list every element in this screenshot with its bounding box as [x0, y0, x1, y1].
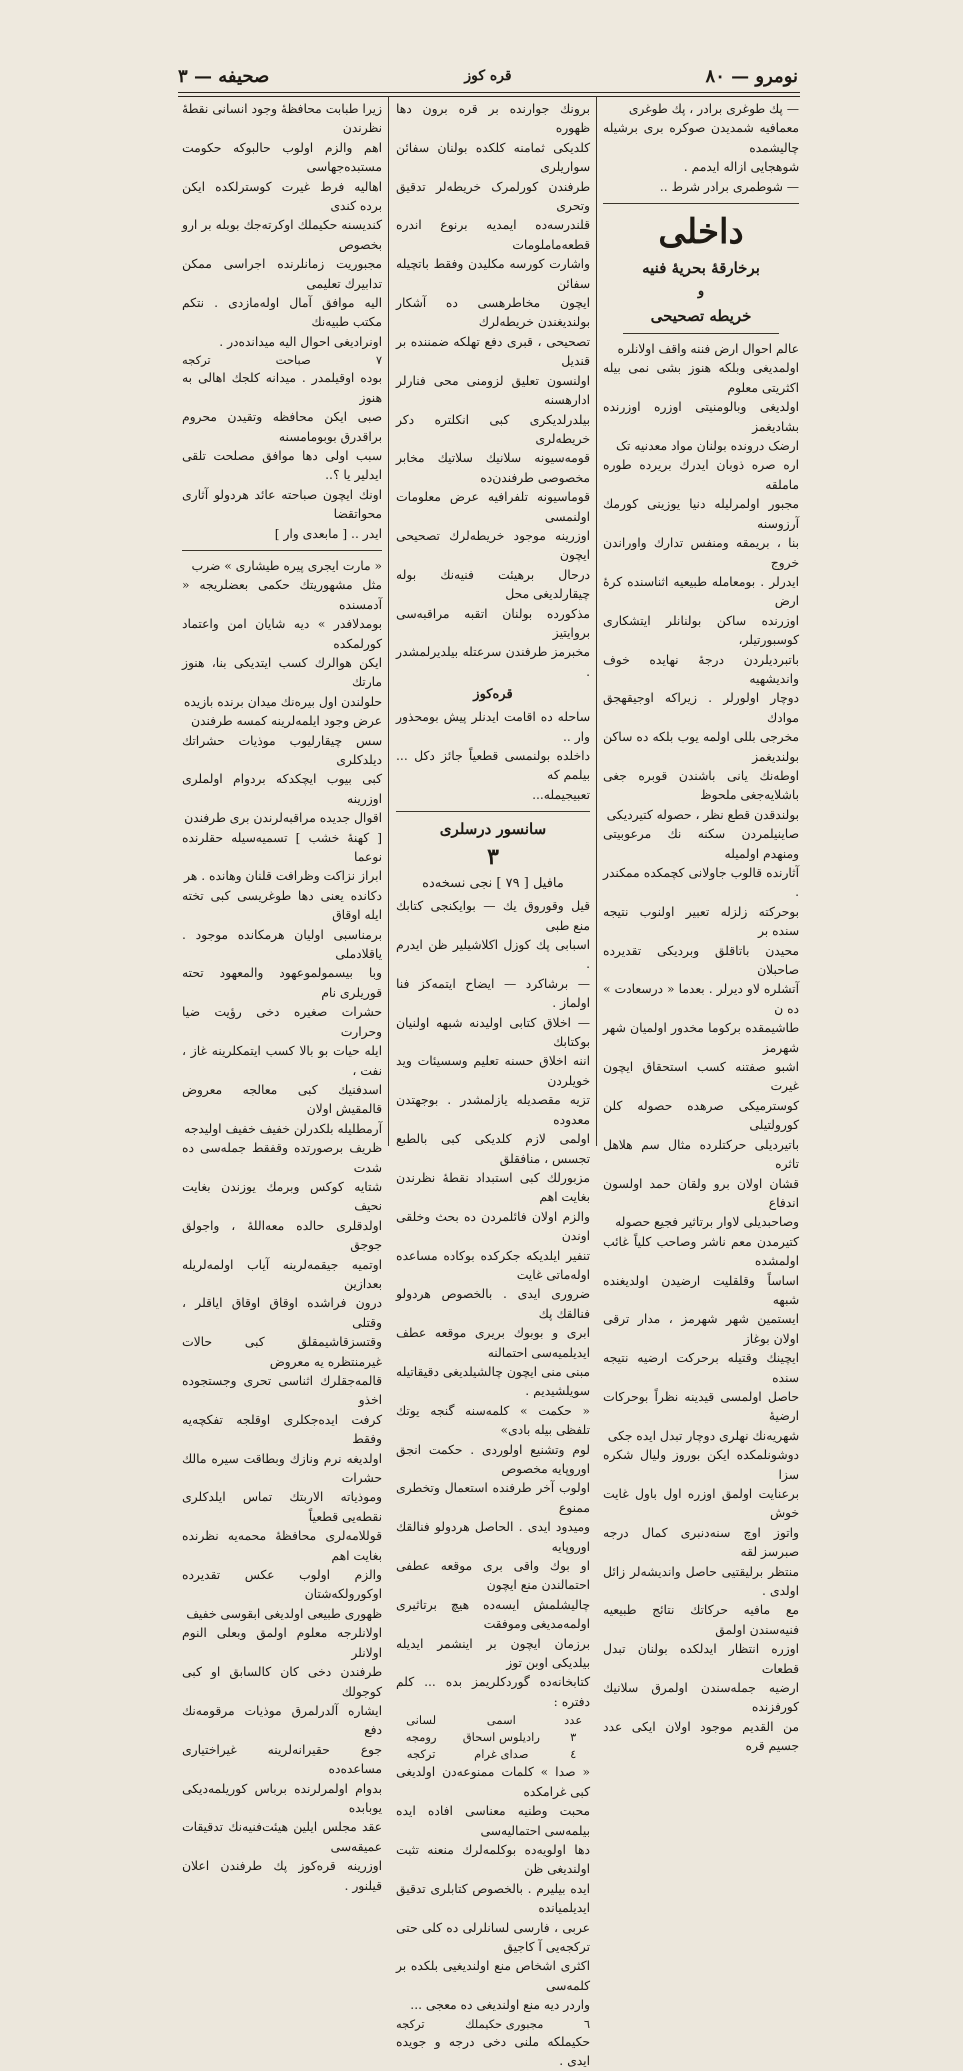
censorship-continued: [182, 100, 382, 352]
paragraph-line: داخلده بولنمسی قطعیاً جائز دکل ... بیلمم که: [396, 749, 590, 783]
paragraph-line: شهریه‌نك نهلری دوچار تبدل ایده جکی: [607, 1428, 799, 1443]
paragraph-line: اولدقلری حالده معه‌اللهٔ ، واجولق جوجق: [182, 1218, 382, 1253]
paragraph-line: مع مافیه حرکاتك نتائج طبیعیه فنیه‌سندن اولمق: [603, 1603, 799, 1637]
paragraph-line: ابری و بوبوك بریری موقعه عطف ایدیلمیه‌سی احتمالنه: [396, 1326, 590, 1360]
paragraph-line: بوده اوقیلمدر . میدانه کلجك اهالی به هنوز: [182, 371, 382, 405]
paragraph-line: مذکورده بولنان اتقبه مراقبه‌سی بروایتیز: [396, 606, 590, 640]
section-heading-domestic: داخلی: [658, 212, 744, 253]
paragraph-line: اوطه‌نك یانی باشندن قوبره جغی باشلایه‌جغی ملحوظ: [603, 768, 799, 803]
paragraph-line: طرفندن دخی کان کالسابق او کبی کوجولك: [182, 1665, 382, 1699]
paragraph-line: قوماسیونه تلفرافیه عرض معلومات اولنمسی: [396, 490, 590, 524]
paragraph-line: والزم اولوب عکس تقدیرده اوکورولکه‌شتان: [182, 1568, 382, 1602]
paragraph-line: محبت وطنیه معناسی افاده ایده بیلمه‌سی احتمالیه‌سی: [396, 1804, 590, 1838]
paragraph-line: — برشاکرد — ایضاح ایتمه‌کز فنا اولماز .: [396, 976, 590, 1011]
book-entry-number: ٦: [583, 2016, 590, 2031]
paragraph-line: طرفندن کورلمرک خریطه‌لر تدقیق وتحری: [396, 179, 590, 214]
paragraph-line: اونرادیغی احوال الیه میدانده‌در .: [219, 334, 382, 349]
paragraph-line: دکانده یعنی دها طوغریسی کبی تخته ایله اوقاق: [182, 888, 382, 923]
paragraph-line: بولندقدن قطع نظر ، حصوله کتیردیکی: [606, 807, 799, 822]
paragraph-line: وبا بیسمولموعهود والمعهود تحته قوریلری نام: [182, 966, 382, 1000]
paragraph-line: بدوام اولمرلرنده برباس کوریلمه‌دیکی یوبابده: [182, 1781, 382, 1815]
page-number: صحیفه — ٣: [178, 66, 270, 87]
paragraph-line: دوچار اولورلر . زیراکه اوجیقهجق موادك: [603, 691, 799, 725]
paragraph-line: زیرا طبابت محافظهٔ وجود انسانی نقطهٔ نظرندن: [182, 102, 382, 136]
divider: [182, 550, 382, 551]
paragraph-line: قشان اولان برو ولقان حمد اولسون اندفاع: [603, 1176, 799, 1210]
column-right-intro: [603, 100, 799, 197]
paragraph-line: کوسترمیکی صرهده حصوله کلن کورولتیلی: [603, 1098, 799, 1133]
paragraph-line: حلولندن اول بیره‌نك میدان برنده بازیده: [183, 694, 382, 709]
paragraph-line: کبی بیوب ایچکدکه بردوام اولملری اوزرینه: [182, 772, 382, 806]
paragraph-line: — پك طوغری برادر ، پك طوغری: [628, 102, 799, 116]
paragraph-line: تزیه مقصدیله یازلمشدر . بوجهتدن معدوده: [396, 1093, 590, 1127]
paragraph-line: اساساً وقلقلیت ارضیدن اولدیغنده شبهه: [603, 1273, 799, 1307]
paragraph-line: برعنایت اولمق اوزره اول باول غایت خوش: [603, 1487, 799, 1521]
divider: [603, 203, 799, 204]
paragraph-line: لوم وتشنیع اولوردی . حکمت انجق اوروپایه مخصوص: [396, 1442, 590, 1476]
table-header-cell: عدد: [564, 1713, 583, 1728]
paragraph-line: دوشونلمکده ایکن بوروز ولیال شکره سزا: [603, 1448, 799, 1482]
censorship-body: [396, 897, 590, 1712]
paragraph-line: طاشیمقده برکوما مخدور اولمیان شهر شهرمز: [603, 1021, 799, 1055]
paragraph-line: الیه موافق آمال اوله‌مازدی . نتکم مکتب طبیه‌نك: [182, 296, 382, 330]
paragraph-line: — اخلاق کتابی اولیدنه شبهه اولنیان بوکتابك: [396, 1015, 590, 1050]
table-cell: ٤: [570, 1747, 577, 1762]
paragraph-line: اشبو صفتنه کسب استحقاق ایچون غیرت: [603, 1060, 799, 1094]
paragraph-line: اوزرینه قره‌کوز پك طرفندن اعلان قیلنور .: [182, 1859, 382, 1893]
paragraph-line: کتابخانه‌ده گوردکلریمز بده ... کلم دفتره :: [396, 1675, 590, 1709]
paragraph-line: اولدیغی وبالومنیتی اوزره اوزرنده بشادیغمز: [603, 400, 799, 434]
paragraph-line: صبی ایکن محافظه وتقیدن محروم براقدرق بوبومامسنه: [182, 410, 382, 444]
column-left: [182, 100, 382, 1893]
article-title: برخارقهٔ بحریهٔ فنیه: [642, 259, 760, 278]
paragraph-line: اولنسون تعلیق لزومنی محی فنارلر ادارهسنه: [396, 373, 590, 408]
censorship-body-tail: [396, 1763, 590, 2015]
paragraph-line: برزمان ایچون بر اینشمر ایدیله بیلدیکی اوبن توز: [396, 1636, 590, 1671]
divider: [396, 811, 590, 812]
paragraph-line: برونك جوارنده بر قره برون دها ظهوره: [396, 102, 590, 136]
paragraph-line: درون فراشده اوقاق اوقاق ایاقلر ، وقتلی: [182, 1296, 382, 1330]
paragraph-line: واتوز اوچ سنه‌دنبری کمال درجه صبرسز لقه: [603, 1525, 799, 1560]
paragraph-line: قومه‌سیونه سلانیك سلاتیك مخابر مخصوصی طرفندن‌ده: [396, 451, 590, 485]
paragraph-line: بومدلافدر » دیه شایان امن واعتماد کورلمکده: [182, 617, 382, 651]
book-entry-number: ٧: [375, 353, 382, 368]
paragraph-line: اوزرنده ساکن بولنانلر ایتشکاری کوسبورتیلر،: [603, 613, 799, 648]
table-row: [396, 1746, 590, 1763]
paragraph-line: معمافیه شمدیدن صوکره بری برشیله چالیشمده: [603, 121, 799, 155]
paragraph-line: دها اولویه‌ده بوکلمه‌لرك منعنه تثبت اولندیغی ظن: [396, 1842, 590, 1877]
book-entry: [396, 2016, 590, 2033]
paragraph-line: اره صره ذوبان ایدرك بریرده طوره ماملقه: [603, 458, 799, 492]
masthead: [178, 60, 798, 92]
paragraph-line: ایله حیات بو بالا کسب ایتمکلرینه غاز ، نفت ،: [182, 1044, 382, 1078]
paragraph-line: آتشلره لاو دیرلر . بعدما « درسعادت » ده ن: [603, 982, 799, 1016]
table-cell: صدای غرام: [474, 1747, 529, 1762]
book-entry: [182, 352, 382, 369]
divider: [623, 333, 779, 334]
paragraph-line: اهم والزم اولوب حالبوکه حکومت مستبده‌جهاسی: [182, 140, 382, 175]
paragraph-line: اسبابی پك کوزل اکلاشیلیر ظن ایدرم .: [396, 938, 590, 972]
censorship-conclusion: [182, 369, 382, 544]
paragraph-line: اولوب آخر طرفنده استعمال وتخطری ممنوع: [396, 1481, 590, 1515]
paragraph-line: اقوال جدیده مراقبه‌لرندن بری طرفندن: [184, 811, 382, 826]
paragraph-line: صاینیلمردن سکنه نك مرعوبیتی ومنهدم اولمیله: [603, 827, 799, 861]
paragraph-line: تصحیحی ، قبری دفع تهلکه ضمننده بر قندیل: [396, 334, 590, 369]
paragraph-line: اننه اخلاق حسنه تعلیم وسسیئات وید خویلردن: [396, 1054, 590, 1088]
paragraph-line: ایدر .. [ مابعدی وار ]: [274, 526, 382, 541]
paragraph-line: ابراز نزاکت وظرافت قلنان وهانده . هر: [184, 869, 382, 884]
paragraph-line: مبنی منی ایچون چالشیلدیغی دقیقاتیله سویلشیدیم .: [396, 1364, 590, 1399]
paragraph-line: او بوك واقی بری موقعه عطفی احتمالندن منع ایچون: [396, 1559, 590, 1593]
table-body: [396, 1729, 590, 1763]
paragraph-line: شوهجایی ازاله ایدمم .: [683, 160, 799, 175]
paragraph-line: ومیدود ایدی . الحاصل هردولو فنالقك اوروپایه: [396, 1520, 590, 1554]
paragraph-line: مجبوریت زمانلرنده اجراسی ممکن تدابیرك تعلیمی: [182, 257, 382, 291]
paragraph-line: ایکن هوالرك کسب ایتدیکی بنا، هنوز مارتك: [182, 655, 382, 690]
paragraph-line: ظهوری طبیعی اولدیغی ابقوسی خفیف: [186, 1606, 382, 1621]
paragraph-line: محیدن باتاقلق وبردیکی تقدیرده صاحبلان: [603, 943, 799, 978]
paragraph-line: حاصل اولمسی قیدینه نظراً بوحرکات ارضیهٔ: [603, 1389, 799, 1424]
paragraph-line: اهالیه فرط غیرت کوسترلکده ایکن برده کندی: [182, 179, 382, 214]
paragraph-line: بوحرکته زلزله تعبیر اولنوب نتیجه سنده بر: [603, 904, 799, 939]
paragraph-line: وصاحبدیلی لاوار برتاثیر فجیع حصوله: [615, 1215, 799, 1230]
masthead-rule-inner: [178, 96, 800, 97]
paragraph-line: وقتسزقاشیمقلق کبی حالات غیرمنتظره یه معروض: [182, 1335, 382, 1369]
paragraph-line: ایدرلر . بومعامله طبیعیه اثناسنده کرهٔ ارض: [603, 574, 799, 609]
paragraph-line: مزبورلك کبی استبداد نقطهٔ نظرندن بغایت اهم: [396, 1170, 590, 1205]
column-divider-right: [596, 96, 597, 1146]
table-header-cell: لسانی: [406, 1713, 437, 1728]
signature: قره‌کوز: [473, 687, 513, 703]
satirical-article: [182, 557, 382, 1896]
paragraph-line: اوتمیه جیقمه‌لرینه آیاب اولمه‌لریله بعدازین: [182, 1257, 382, 1291]
paragraph-line: کتیرمدن معم ناشر وصاحب کلیاً غائب اولمشده: [603, 1234, 799, 1269]
column-middle: [396, 100, 590, 2068]
paragraph-line: « صدا » کلمات ممنوعه‌دن اولدیغی کبی غرامکده: [396, 1765, 590, 1799]
column-right: [603, 100, 799, 1754]
table-header: [396, 1712, 590, 1729]
paragraph-line: — شوطمری برادر شرط ..: [659, 179, 799, 194]
paragraph-line: قوللامه‌لری محافظهٔ محمه‌یه نظرنده بغایت اهم: [182, 1529, 382, 1563]
paragraph-line: اسدفنیك کبی معالجه معروض قالمقیش اولان: [182, 1082, 382, 1117]
paragraph-line: کرفت ایده‌جکلری اوقلجه تفکچه‌یه وفقط: [182, 1412, 382, 1447]
paragraph-line: اولانلرجه معلوم اولمق وبعلی النوم اولانلر: [182, 1626, 382, 1660]
paragraph-line: اکثری اشخاص منع اولندیغیی بلکده بر کلمه‌سی: [396, 1959, 590, 1993]
paragraph-line: [ کهنهٔ خشب ] تسمیه‌سیله حقلرنده نوعما: [182, 830, 382, 865]
continued-from: مافیل [ ٧٩ ] نجی نسخه‌ده: [422, 876, 564, 892]
lesson-number: ٣: [487, 844, 499, 871]
masthead-rule: [178, 92, 800, 93]
paragraph-line: مخرجی بللی اولمه یوب بلکه ده ساکن بولندیغمز: [603, 730, 799, 764]
article-subtitle: خریطه تصحیحی: [650, 307, 752, 326]
editor-note: [396, 708, 590, 805]
paragraph-line: بیلدرلدیکری کبی انکلتره دکر خریطه‌لری: [396, 412, 590, 446]
paragraph-line: درحال برهیئت فنیه‌نك بوله چیقارلدیغی محل: [396, 567, 590, 602]
paragraph-line: ارضک درونده بولنان مواد معدنیه تک: [616, 439, 799, 454]
paragraph-line: قلندرسه‌ده ایمدیه برنوع اندره قطعه‌ماملومات: [396, 218, 590, 252]
paragraph-line: واشارت کورسه مکلیدن وفقط باتچیله سفائن: [396, 257, 590, 291]
article-body: [603, 340, 799, 1757]
paragraph-line: برمناسبی اولیان هرمکانده موجود . یاقلادملی: [182, 927, 382, 962]
paragraph-line: اولمی لازم کلدیکی کبی بالطبع تجسس ، منافقلق: [396, 1132, 590, 1166]
paragraph-line: تنفیر ایلدیکه جکرکده بوکاده مساعده اوله‌ماتی غایت: [396, 1248, 590, 1282]
paragraph-line: ارضیه جمله‌سندن اولمرق سلانیك کورفزنده: [603, 1681, 799, 1715]
book-entry-language: ترکجه: [182, 353, 211, 368]
paragraph-line: قیل وقوروق یك — بوایکنجی کتابك منع طبی: [396, 899, 590, 933]
paragraph-line: قالمه‌جقلرك اثناسی تحری وجستجوده اخذو: [182, 1374, 382, 1408]
paragraph-line: ایچینك وقتیله برحرکت ارضیه نتیجه سنده: [603, 1351, 799, 1385]
paragraph-line: اولمدیغی وبلکه هنوز بشی نمی بیله اکثریتی معلوم: [603, 361, 799, 395]
column-divider-left: [388, 96, 389, 1146]
paragraph-line: حشرات صغیره دخی رؤیت ضیا وحرارت: [182, 1005, 382, 1039]
paragraph-line: واردر دیه منع اولندیغی ده معجی ...: [410, 1998, 590, 2013]
paragraph-line: ایده بیلیرم . بالخصوص کتابلری تدقیق ایدیلمیانده: [396, 1881, 590, 1916]
paragraph-line: منتظر برلیقتیی حاصل واندیشه‌لر زائل اولدی .: [603, 1564, 799, 1599]
paragraph-line: باتبردیلردن درجهٔ نهایده خوف واندیشهیه: [603, 652, 799, 686]
table-header-cell: اسمی: [486, 1713, 516, 1728]
paragraph-line: شتایه کوکس وبرمك یوزندن بغایت نحیف: [182, 1179, 382, 1214]
paragraph-line: سبب اولی دها موافق مصلحت تلقی ایدلیر یا ؟..: [182, 448, 382, 483]
paragraph-line: ایستمین شهر شهرمز ، مدار ترقی اولان بوغاز: [603, 1312, 799, 1346]
paragraph-line: عربی ، فارسی لسانلرلی ده کلی حتی ترکجه‌یی آ کاجیق: [396, 1920, 590, 1954]
paragraph-line: اونك ایچون صباحته عائد هردولو آثاری محواتقضا: [182, 487, 382, 522]
paragraph-line: « مارت ایجری پیره طیشاری » ضرب: [191, 558, 382, 573]
table-row: [396, 1729, 590, 1746]
paragraph-line: وموذیاته الاربتك تماس ایلدکلری نقطه‌یی قطعیاً: [182, 1490, 382, 1524]
paragraph-line: ایچون مخاطرهسی ده آشکار بولندیغندن خریطه‌لرك: [396, 296, 590, 330]
book-entry-language: ترکجه: [396, 2016, 425, 2031]
table-cell: ٣: [570, 1730, 577, 1745]
paragraph-line: من القدیم موجود اولان ایکی عدد جسیم قره: [603, 1719, 799, 1754]
paragraph-line: عالم احوال ارض فننه واقف اولانلره: [617, 342, 799, 357]
article-body-continued: [396, 100, 590, 682]
book-table: [396, 1712, 590, 1763]
paragraph-line: اولدیغه نرم ونازك وبطاقت سیره مالك حشرات: [182, 1451, 382, 1486]
paragraph-line: والزم اولان فائلمردن ده بحث وخلقی اوندن: [396, 1209, 590, 1244]
paragraph-line: مجبور اولمرلیله دنیا یوزینی کورمك آرزوسنه: [603, 497, 799, 531]
newspaper-title: قره کوز: [464, 68, 512, 84]
paragraph-line: آرمطلیله بلکدرلن خفیف خفیف اولیدجه: [184, 1121, 382, 1136]
paragraph-line: ساحله ده اقامت ایدنلر پیش بومحذور وار ..: [396, 710, 590, 744]
paragraph-line: کندیسنه حکیملك اوکرته‌جك بوبله بر ارو بخصوص: [182, 218, 382, 252]
paragraph-line: عقد مجلس ایلین هیئت‌فنیه‌نك تدقیقات عمیقه‌سی: [182, 1820, 382, 1854]
paragraph-line: آثارنده قالوب جاولانی کچمکده ممکندر .: [603, 866, 799, 900]
paragraph-line: حکیملکه ملنی دخی درجه و جویده ایدی .: [396, 2034, 590, 2068]
paragraph-line: مثل مشهوریتك حکمی بعضلریجه « آدمسنده: [182, 578, 382, 612]
paragraph-line: اوزرینه موجود خریطه‌لرك تصحیحی ایچون: [396, 528, 590, 563]
table-cell: ترکجه: [406, 1747, 436, 1762]
paragraph-line: ضروری ایدی . بالخصوص هردولو فنالقك پك: [396, 1287, 590, 1321]
paragraph-line: ایشاره آلدرلمرق موذیات مرقومه‌نك دفع: [182, 1703, 382, 1738]
paragraph-line: باتیردیلی حرکتلرده مثال سم هلاهل تاثره: [603, 1137, 799, 1172]
issue-number: نومرو — ٨٠: [705, 66, 798, 87]
paragraph-line: جوع حقیرانه‌لرینه غیراختیاری مساعده‌ده: [182, 1742, 382, 1777]
paragraph-line: ظریف برصورتده وقفقط جمله‌سی ده شدت: [182, 1141, 382, 1175]
paragraph-line: « حکمت » کلمه‌سنه گنجه یوتك تلفظی بیله بادی»: [396, 1403, 590, 1438]
paragraph-line: بنا ، بریمقه ومنفس تدارك واوراندن خروج: [603, 536, 799, 570]
paragraph-line: تعبیجیمله...: [532, 787, 590, 802]
paragraph-line: عرض وجود ایلمه‌لرینه کمسه طرفندن: [190, 714, 382, 729]
paragraph-line: اوزره انتظار ایدلکده بولنان تبدل قطعات: [603, 1642, 799, 1676]
book-entry-title: مجبوری حکیملك: [465, 2016, 544, 2031]
paragraph-line: سس چیقارلیوب موذیات حشراتك دیلدکلری: [182, 733, 382, 767]
paragraph-line: چالیشلمش ایسه‌ده هیچ برتاثیری اولمه‌مدیغی وموفقت: [396, 1597, 590, 1632]
paragraph-line: کلدیکی ثمامنه کلکده بولنان سفائن سواریلری: [396, 140, 590, 175]
book-entry-title: صباحت: [275, 353, 311, 368]
table-cell: رومجه: [405, 1730, 437, 1745]
table-cell: رادیلوس اسحاق: [462, 1730, 540, 1745]
paragraph-line: مخبرمز طرفندن سرعتله بیلدیرلمشدر .: [396, 645, 590, 679]
section-title-censorship: سانسور درسلری: [439, 820, 547, 839]
article-title-conjunction: و: [697, 284, 705, 300]
